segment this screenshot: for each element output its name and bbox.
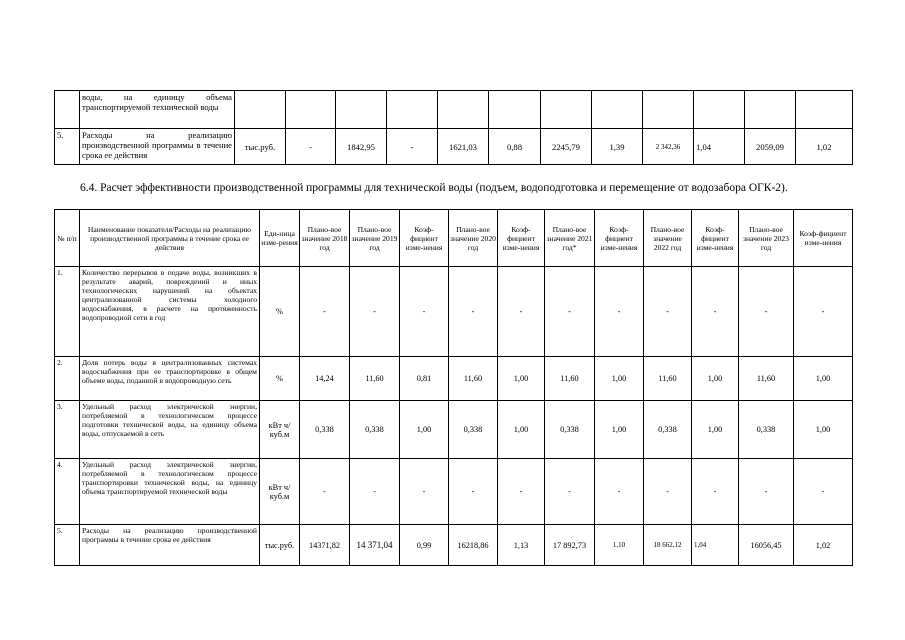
header-cell: Плано-вое значение 2020 год: [449, 210, 498, 267]
value-cell: -: [498, 459, 545, 525]
value-cell: -: [300, 267, 350, 357]
header-name: Наименование показателя/Расходы на реализацию производственной программы в течение срока ее действия: [80, 210, 260, 267]
header-cell: Плано-вое значение 2018 год: [300, 210, 350, 267]
value-cell: 1,00: [498, 401, 545, 459]
table-row: [55, 357, 853, 401]
value-cell: 1,00: [595, 401, 644, 459]
unit-cell: тыс.руб.: [260, 525, 300, 566]
header-row: [55, 210, 853, 267]
value-cell: 14,24: [300, 357, 350, 401]
value-cell: 1,00: [692, 357, 739, 401]
header-num: № п/п: [55, 210, 80, 267]
indicator-name: Удельный расход электрической энергии, потребляемой в технологическом процессе транспортировки технической воды, на единицу объема транспортируемой технической воды: [80, 459, 260, 525]
value-cell: [541, 91, 592, 129]
row-number: 3.: [55, 401, 80, 459]
header-cell: Коэф-фициент изме-нения: [595, 210, 644, 267]
value-cell: 1,04: [694, 129, 745, 165]
value-cell: -: [794, 459, 853, 525]
value-cell: -: [350, 459, 400, 525]
value-cell: 0,88: [489, 129, 541, 165]
indicator-name: Расходы на реализацию производственной программы в течение срока ее действия: [80, 525, 260, 566]
indicator-name: Расходы на реализацию производственной программы в течение срока ее действия: [80, 129, 235, 165]
value-cell: 16218,86: [449, 525, 498, 566]
unit-cell: %: [260, 267, 300, 357]
value-cell: 0,338: [350, 401, 400, 459]
value-cell: 2059,09: [745, 129, 796, 165]
value-cell: -: [595, 459, 644, 525]
section-heading: 6.4. Расчет эффективности производственной программы для технической воды (подъем, водоподготовка и перемещение от водозабора ОГК-2).: [80, 182, 788, 194]
value-cell: -: [692, 267, 739, 357]
value-cell: [336, 91, 387, 129]
header-cell: Плано-вое значение 2022 год: [644, 210, 692, 267]
value-cell: [694, 91, 745, 129]
header-cell: Плано-вое значение 2023 год: [739, 210, 794, 267]
value-cell: 18 662,12: [644, 525, 692, 566]
value-cell: [387, 91, 438, 129]
value-cell: 11,60: [644, 357, 692, 401]
efficiency-table: [54, 209, 853, 566]
value-cell: 0,338: [545, 401, 595, 459]
value-cell: -: [692, 459, 739, 525]
value-cell: 1,00: [692, 401, 739, 459]
value-cell: 0,81: [400, 357, 449, 401]
value-cell: -: [400, 459, 449, 525]
unit-cell: кВт ч/куб.м: [260, 459, 300, 525]
unit-cell: тыс.руб.: [235, 129, 286, 165]
value-cell: 11,60: [739, 357, 794, 401]
header-cell: Коэф-фициент изме-нения: [794, 210, 853, 267]
value-cell: 0,338: [300, 401, 350, 459]
header-cell: Коэф-фициент изме-нения: [498, 210, 545, 267]
value-cell: 1,02: [794, 525, 853, 566]
unit-cell: [235, 91, 286, 129]
value-cell: 2245,79: [541, 129, 592, 165]
value-cell: 14371,82: [300, 525, 350, 566]
value-cell: [643, 91, 694, 129]
value-cell: -: [300, 459, 350, 525]
value-cell: -: [545, 267, 595, 357]
value-cell: -: [739, 459, 794, 525]
value-cell: 2 342,36: [643, 129, 694, 165]
row-number: 5.: [55, 129, 80, 165]
value-cell: 1,00: [595, 357, 644, 401]
value-cell: -: [449, 459, 498, 525]
value-cell: [286, 91, 336, 129]
value-cell: -: [387, 129, 438, 165]
header-unit: Еди-ница изме-рения: [260, 210, 300, 267]
unit-cell: %: [260, 357, 300, 401]
value-cell: 0,99: [400, 525, 449, 566]
header-cell: Коэф-фициент изме-нения: [692, 210, 739, 267]
value-cell: 0,338: [449, 401, 498, 459]
value-cell: 0,338: [739, 401, 794, 459]
value-cell: 1,00: [400, 401, 449, 459]
indicator-name: Удельный расход электрической энергии, потребляемой в технологическом процессе подготовки технической воды, на единицу объема воды, отпускаемой в сеть: [80, 401, 260, 459]
row-number: 4.: [55, 459, 80, 525]
header-cell: Плано-вое значение 2019 год: [350, 210, 400, 267]
indicator-name: Количество перерывов в подаче воды, возникших в результате аварий, повреждений и иных технологических нарушений на объектах централизованной системы холодного водоснабжения, в расчете на протяженность водопроводной сети в год: [80, 267, 260, 357]
row-number: [55, 91, 80, 129]
value-cell: 11,60: [545, 357, 595, 401]
value-cell: 11,60: [350, 357, 400, 401]
value-cell: 1,04: [692, 525, 739, 566]
value-cell: 1,00: [794, 357, 853, 401]
table-row: [55, 525, 853, 566]
value-cell: -: [794, 267, 853, 357]
value-cell: 1,10: [595, 525, 644, 566]
value-cell: 11,60: [449, 357, 498, 401]
header-cell: Плано-вое значение 2021 год*: [545, 210, 595, 267]
value-cell: -: [350, 267, 400, 357]
value-cell: 1621,03: [438, 129, 489, 165]
value-cell: [745, 91, 796, 129]
value-cell: -: [545, 459, 595, 525]
table-row: [55, 401, 853, 459]
table-row: [55, 129, 853, 165]
row-number: 2.: [55, 357, 80, 401]
continuation-table: [54, 90, 853, 165]
header-cell: Коэф-фициент изме-нения: [400, 210, 449, 267]
value-cell: [592, 91, 643, 129]
table-row: [55, 267, 853, 357]
indicator-name: Доля потерь воды в централизованных системах водоснабжения при ее транспортировке в общем объеме воды, поданной в водопроводную сеть: [80, 357, 260, 401]
value-cell: -: [595, 267, 644, 357]
value-cell: -: [400, 267, 449, 357]
row-number: 1.: [55, 267, 80, 357]
value-cell: 1,02: [796, 129, 853, 165]
table-row: [55, 91, 853, 129]
indicator-name: воды, на единицу объема транспортируемой технической воды: [80, 91, 235, 129]
value-cell: -: [449, 267, 498, 357]
value-cell: -: [739, 267, 794, 357]
value-cell: 1842,95: [336, 129, 387, 165]
value-cell: -: [498, 267, 545, 357]
value-cell: 1,00: [498, 357, 545, 401]
value-cell: 17 892,73: [545, 525, 595, 566]
unit-cell: кВт ч/куб.м: [260, 401, 300, 459]
row-number: 5.: [55, 525, 80, 566]
value-cell: 0,338: [644, 401, 692, 459]
table-row: [55, 459, 853, 525]
value-cell: [489, 91, 541, 129]
value-cell: [438, 91, 489, 129]
value-cell: -: [644, 267, 692, 357]
value-cell: 14 371,04: [350, 525, 400, 566]
value-cell: [796, 91, 853, 129]
value-cell: -: [644, 459, 692, 525]
value-cell: 1,00: [794, 401, 853, 459]
value-cell: -: [286, 129, 336, 165]
value-cell: 16056,45: [739, 525, 794, 566]
value-cell: 1,13: [498, 525, 545, 566]
value-cell: 1,39: [592, 129, 643, 165]
